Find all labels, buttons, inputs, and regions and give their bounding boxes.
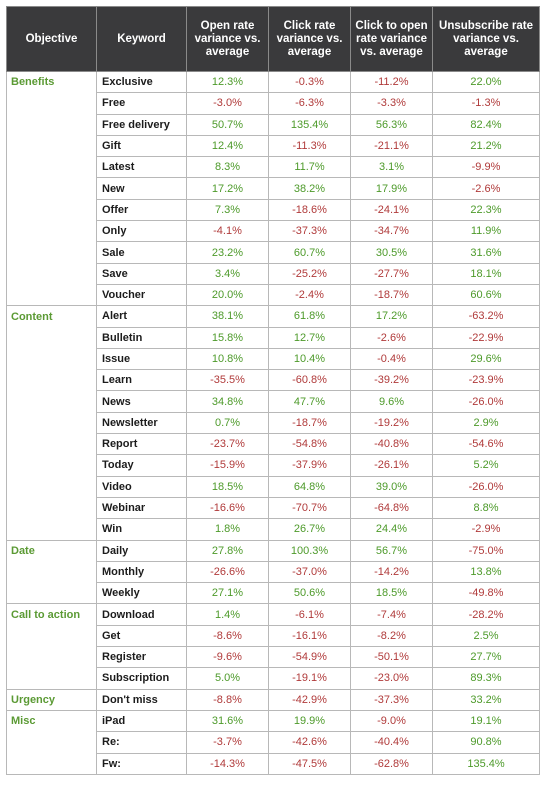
open-rate-cell: -14.3%: [187, 753, 269, 774]
unsubscribe-rate-cell: 19.1%: [433, 710, 540, 731]
click-to-open-rate-cell: -37.3%: [351, 689, 433, 710]
click-to-open-rate-cell: -34.7%: [351, 221, 433, 242]
keyword-cell: Get: [97, 625, 187, 646]
keyword-cell: Issue: [97, 348, 187, 369]
table-row: [7, 497, 540, 518]
objective-cell: [7, 178, 97, 199]
keyword-cell: Download: [97, 604, 187, 625]
click-to-open-rate-cell: -19.2%: [351, 412, 433, 433]
click-rate-cell: -16.1%: [269, 625, 351, 646]
click-to-open-rate-cell: 56.3%: [351, 114, 433, 135]
click-to-open-rate-cell: -21.1%: [351, 135, 433, 156]
objective-cell: [7, 412, 97, 433]
table-row: [7, 540, 540, 561]
objective-cell: [7, 348, 97, 369]
keyword-cell: New: [97, 178, 187, 199]
click-to-open-rate-cell: 24.4%: [351, 519, 433, 540]
open-rate-cell: -16.6%: [187, 497, 269, 518]
unsubscribe-rate-cell: -22.9%: [433, 327, 540, 348]
open-rate-cell: 15.8%: [187, 327, 269, 348]
keyword-cell: Video: [97, 476, 187, 497]
keyword-cell: Gift: [97, 135, 187, 156]
click-to-open-rate-cell: 39.0%: [351, 476, 433, 497]
keyword-cell: Weekly: [97, 583, 187, 604]
objective-cell: [7, 434, 97, 455]
keyword-cell: Webinar: [97, 497, 187, 518]
open-rate-cell: 12.4%: [187, 135, 269, 156]
objective-cell: [7, 647, 97, 668]
open-rate-cell: 18.5%: [187, 476, 269, 497]
open-rate-cell: 10.8%: [187, 348, 269, 369]
click-rate-cell: -54.8%: [269, 434, 351, 455]
objective-cell: [7, 284, 97, 305]
unsubscribe-rate-cell: 89.3%: [433, 668, 540, 689]
keyword-cell: Learn: [97, 370, 187, 391]
unsubscribe-rate-cell: 13.8%: [433, 561, 540, 582]
objective-cell: [7, 93, 97, 114]
click-rate-cell: 10.4%: [269, 348, 351, 369]
click-rate-cell: 50.6%: [269, 583, 351, 604]
click-to-open-rate-cell: 18.5%: [351, 583, 433, 604]
keyword-cell: Don't miss: [97, 689, 187, 710]
table-row: [7, 348, 540, 369]
click-to-open-rate-cell: -24.1%: [351, 199, 433, 220]
unsubscribe-rate-cell: -2.6%: [433, 178, 540, 199]
open-rate-cell: 7.3%: [187, 199, 269, 220]
unsubscribe-rate-cell: -54.6%: [433, 434, 540, 455]
open-rate-cell: 5.0%: [187, 668, 269, 689]
objective-cell: Content: [7, 306, 97, 327]
table-row: [7, 199, 540, 220]
open-rate-cell: 8.3%: [187, 157, 269, 178]
unsubscribe-rate-cell: 5.2%: [433, 455, 540, 476]
header-open-rate: Open rate variance vs. average: [187, 7, 269, 72]
table-row: [7, 519, 540, 540]
table-row: [7, 157, 540, 178]
objective-cell: Call to action: [7, 604, 97, 625]
open-rate-cell: -8.8%: [187, 689, 269, 710]
click-rate-cell: 12.7%: [269, 327, 351, 348]
click-to-open-rate-cell: 30.5%: [351, 242, 433, 263]
table-row: [7, 689, 540, 710]
click-to-open-rate-cell: -23.0%: [351, 668, 433, 689]
open-rate-cell: -3.0%: [187, 93, 269, 114]
open-rate-cell: 3.4%: [187, 263, 269, 284]
click-rate-cell: -11.3%: [269, 135, 351, 156]
table-row: [7, 732, 540, 753]
objective-cell: [7, 519, 97, 540]
table-row: [7, 72, 540, 93]
objective-cell: [7, 263, 97, 284]
click-to-open-rate-cell: 3.1%: [351, 157, 433, 178]
objective-cell: [7, 455, 97, 476]
unsubscribe-rate-cell: -63.2%: [433, 306, 540, 327]
table-row: [7, 327, 540, 348]
open-rate-cell: -4.1%: [187, 221, 269, 242]
unsubscribe-rate-cell: 27.7%: [433, 647, 540, 668]
table-row: [7, 455, 540, 476]
objective-cell: [7, 370, 97, 391]
click-rate-cell: 47.7%: [269, 391, 351, 412]
unsubscribe-rate-cell: 82.4%: [433, 114, 540, 135]
open-rate-cell: 38.1%: [187, 306, 269, 327]
click-rate-cell: -0.3%: [269, 72, 351, 93]
keyword-cell: Daily: [97, 540, 187, 561]
unsubscribe-rate-cell: 18.1%: [433, 263, 540, 284]
click-rate-cell: -37.0%: [269, 561, 351, 582]
click-to-open-rate-cell: -40.4%: [351, 732, 433, 753]
keyword-variance-table: [6, 6, 540, 775]
unsubscribe-rate-cell: 90.8%: [433, 732, 540, 753]
header-unsubscribe-rate: Unsubscribe rate variance vs. average: [433, 7, 540, 72]
objective-cell: [7, 221, 97, 242]
keyword-cell: Save: [97, 263, 187, 284]
table-row: [7, 93, 540, 114]
objective-cell: [7, 732, 97, 753]
click-rate-cell: 61.8%: [269, 306, 351, 327]
keyword-cell: News: [97, 391, 187, 412]
unsubscribe-rate-cell: -26.0%: [433, 391, 540, 412]
objective-cell: [7, 497, 97, 518]
header-objective: Objective: [7, 7, 97, 72]
table-row: [7, 370, 540, 391]
unsubscribe-rate-cell: -28.2%: [433, 604, 540, 625]
open-rate-cell: -3.7%: [187, 732, 269, 753]
keyword-cell: Free: [97, 93, 187, 114]
header-click-to-open-rate: Click to open rate variance vs. average: [351, 7, 433, 72]
unsubscribe-rate-cell: 11.9%: [433, 221, 540, 242]
open-rate-cell: 27.8%: [187, 540, 269, 561]
keyword-cell: Win: [97, 519, 187, 540]
unsubscribe-rate-cell: 29.6%: [433, 348, 540, 369]
click-to-open-rate-cell: -26.1%: [351, 455, 433, 476]
click-rate-cell: 60.7%: [269, 242, 351, 263]
click-rate-cell: 135.4%: [269, 114, 351, 135]
objective-cell: [7, 199, 97, 220]
click-to-open-rate-cell: 17.2%: [351, 306, 433, 327]
header-keyword: Keyword: [97, 7, 187, 72]
open-rate-cell: 31.6%: [187, 710, 269, 731]
unsubscribe-rate-cell: 60.6%: [433, 284, 540, 305]
click-to-open-rate-cell: 56.7%: [351, 540, 433, 561]
click-to-open-rate-cell: -62.8%: [351, 753, 433, 774]
unsubscribe-rate-cell: 33.2%: [433, 689, 540, 710]
open-rate-cell: 1.8%: [187, 519, 269, 540]
keyword-cell: Subscription: [97, 668, 187, 689]
objective-cell: Date: [7, 540, 97, 561]
click-rate-cell: 64.8%: [269, 476, 351, 497]
open-rate-cell: 0.7%: [187, 412, 269, 433]
keyword-cell: Sale: [97, 242, 187, 263]
table-row: [7, 625, 540, 646]
unsubscribe-rate-cell: -49.8%: [433, 583, 540, 604]
table-row: [7, 263, 540, 284]
header-click-rate: Click rate variance vs. average: [269, 7, 351, 72]
click-to-open-rate-cell: -9.0%: [351, 710, 433, 731]
click-to-open-rate-cell: -27.7%: [351, 263, 433, 284]
unsubscribe-rate-cell: 22.3%: [433, 199, 540, 220]
objective-cell: [7, 668, 97, 689]
click-rate-cell: -37.3%: [269, 221, 351, 242]
click-rate-cell: 26.7%: [269, 519, 351, 540]
unsubscribe-rate-cell: 8.8%: [433, 497, 540, 518]
table-row: [7, 242, 540, 263]
table-row: [7, 114, 540, 135]
keyword-cell: Register: [97, 647, 187, 668]
open-rate-cell: -26.6%: [187, 561, 269, 582]
click-rate-cell: -19.1%: [269, 668, 351, 689]
click-rate-cell: -25.2%: [269, 263, 351, 284]
open-rate-cell: 50.7%: [187, 114, 269, 135]
objective-cell: [7, 242, 97, 263]
objective-cell: [7, 327, 97, 348]
table-row: [7, 561, 540, 582]
keyword-cell: iPad: [97, 710, 187, 731]
unsubscribe-rate-cell: -2.9%: [433, 519, 540, 540]
objective-cell: [7, 583, 97, 604]
objective-cell: Misc: [7, 710, 97, 731]
keyword-cell: Today: [97, 455, 187, 476]
keyword-cell: Latest: [97, 157, 187, 178]
keyword-cell: Report: [97, 434, 187, 455]
table-row: [7, 710, 540, 731]
click-to-open-rate-cell: -8.2%: [351, 625, 433, 646]
table-row: [7, 434, 540, 455]
open-rate-cell: -35.5%: [187, 370, 269, 391]
open-rate-cell: 20.0%: [187, 284, 269, 305]
table-row: [7, 647, 540, 668]
open-rate-cell: 34.8%: [187, 391, 269, 412]
table-header: [7, 7, 540, 72]
click-rate-cell: 100.3%: [269, 540, 351, 561]
table-row: [7, 135, 540, 156]
objective-cell: [7, 157, 97, 178]
open-rate-cell: -8.6%: [187, 625, 269, 646]
click-to-open-rate-cell: -2.6%: [351, 327, 433, 348]
click-to-open-rate-cell: -3.3%: [351, 93, 433, 114]
click-to-open-rate-cell: -11.2%: [351, 72, 433, 93]
unsubscribe-rate-cell: 31.6%: [433, 242, 540, 263]
objective-cell: [7, 391, 97, 412]
click-rate-cell: -47.5%: [269, 753, 351, 774]
unsubscribe-rate-cell: 2.5%: [433, 625, 540, 646]
table-row: [7, 476, 540, 497]
click-rate-cell: -42.9%: [269, 689, 351, 710]
keyword-cell: Monthly: [97, 561, 187, 582]
table-row: [7, 284, 540, 305]
keyword-cell: Offer: [97, 199, 187, 220]
table-row: [7, 604, 540, 625]
click-rate-cell: 38.2%: [269, 178, 351, 199]
click-to-open-rate-cell: 9.6%: [351, 391, 433, 412]
click-to-open-rate-cell: -7.4%: [351, 604, 433, 625]
table-row: [7, 178, 540, 199]
unsubscribe-rate-cell: 22.0%: [433, 72, 540, 93]
keyword-cell: Voucher: [97, 284, 187, 305]
table-row: [7, 583, 540, 604]
click-to-open-rate-cell: -50.1%: [351, 647, 433, 668]
open-rate-cell: -23.7%: [187, 434, 269, 455]
click-to-open-rate-cell: -0.4%: [351, 348, 433, 369]
click-rate-cell: 11.7%: [269, 157, 351, 178]
click-rate-cell: -18.7%: [269, 412, 351, 433]
table-row: [7, 668, 540, 689]
open-rate-cell: 23.2%: [187, 242, 269, 263]
objective-cell: [7, 625, 97, 646]
click-to-open-rate-cell: -64.8%: [351, 497, 433, 518]
unsubscribe-rate-cell: 135.4%: [433, 753, 540, 774]
keyword-cell: Bulletin: [97, 327, 187, 348]
click-rate-cell: -37.9%: [269, 455, 351, 476]
objective-cell: Urgency: [7, 689, 97, 710]
keyword-cell: Newsletter: [97, 412, 187, 433]
unsubscribe-rate-cell: -23.9%: [433, 370, 540, 391]
click-rate-cell: -2.4%: [269, 284, 351, 305]
table-row: [7, 221, 540, 242]
unsubscribe-rate-cell: -75.0%: [433, 540, 540, 561]
keyword-cell: Fw:: [97, 753, 187, 774]
click-rate-cell: -70.7%: [269, 497, 351, 518]
open-rate-cell: -15.9%: [187, 455, 269, 476]
open-rate-cell: -9.6%: [187, 647, 269, 668]
open-rate-cell: 27.1%: [187, 583, 269, 604]
objective-cell: [7, 561, 97, 582]
objective-cell: [7, 114, 97, 135]
click-to-open-rate-cell: -40.8%: [351, 434, 433, 455]
objective-cell: [7, 135, 97, 156]
objective-cell: [7, 476, 97, 497]
keyword-cell: Free delivery: [97, 114, 187, 135]
click-rate-cell: -42.6%: [269, 732, 351, 753]
objective-cell: [7, 753, 97, 774]
keyword-cell: Exclusive: [97, 72, 187, 93]
click-to-open-rate-cell: -18.7%: [351, 284, 433, 305]
table-row: [7, 412, 540, 433]
unsubscribe-rate-cell: 21.2%: [433, 135, 540, 156]
click-rate-cell: -6.3%: [269, 93, 351, 114]
click-rate-cell: -60.8%: [269, 370, 351, 391]
click-to-open-rate-cell: -39.2%: [351, 370, 433, 391]
keyword-cell: Alert: [97, 306, 187, 327]
header-row: [7, 7, 540, 72]
keyword-cell: Only: [97, 221, 187, 242]
open-rate-cell: 12.3%: [187, 72, 269, 93]
table-body: [7, 72, 540, 775]
table-row: [7, 391, 540, 412]
unsubscribe-rate-cell: -9.9%: [433, 157, 540, 178]
click-rate-cell: -6.1%: [269, 604, 351, 625]
unsubscribe-rate-cell: 2.9%: [433, 412, 540, 433]
unsubscribe-rate-cell: -1.3%: [433, 93, 540, 114]
click-to-open-rate-cell: 17.9%: [351, 178, 433, 199]
unsubscribe-rate-cell: -26.0%: [433, 476, 540, 497]
click-to-open-rate-cell: -14.2%: [351, 561, 433, 582]
keyword-cell: Re:: [97, 732, 187, 753]
open-rate-cell: 17.2%: [187, 178, 269, 199]
table-row: [7, 753, 540, 774]
click-rate-cell: 19.9%: [269, 710, 351, 731]
table-row: [7, 306, 540, 327]
click-rate-cell: -54.9%: [269, 647, 351, 668]
click-rate-cell: -18.6%: [269, 199, 351, 220]
objective-cell: Benefits: [7, 72, 97, 93]
open-rate-cell: 1.4%: [187, 604, 269, 625]
